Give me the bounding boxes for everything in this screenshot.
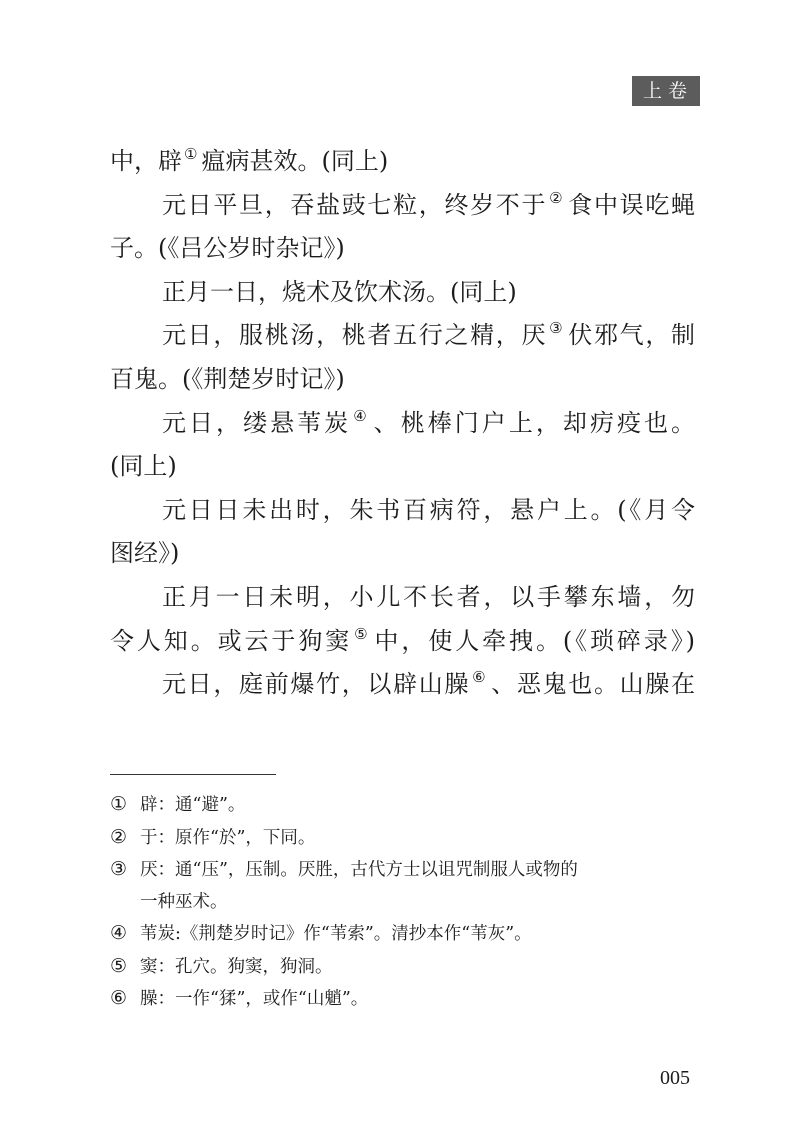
footnote-separator bbox=[110, 774, 276, 775]
text-segment: 元日，庭前爆竹，以辟山臊 bbox=[162, 670, 471, 699]
text-segment: 令人知。或云于狗窦 bbox=[110, 626, 353, 655]
footnote-text: 窦：孔穴。狗窦，狗洞。 bbox=[140, 956, 333, 977]
footnote-marker: ② bbox=[549, 188, 563, 207]
footnote-text: 辟：通“避”。 bbox=[140, 795, 246, 815]
text-line: (同上) bbox=[110, 452, 177, 481]
text-line bbox=[110, 402, 695, 446]
footnote-item bbox=[110, 951, 695, 984]
footnote-item bbox=[110, 789, 695, 822]
text-line: 元日日未出时，朱书百病符，悬户上。(《月令 bbox=[162, 495, 695, 524]
text-segment: 食中误吃蝇 bbox=[566, 190, 696, 219]
footnote-item bbox=[110, 918, 695, 951]
text-line: 正月一日未明，小儿不长者，以手攀东墙，勿 bbox=[162, 582, 695, 611]
text-line: 百鬼。(《荆楚岁时记》) bbox=[110, 364, 345, 393]
footnote-number: ⑥ bbox=[110, 987, 128, 1009]
footnote-text: 臊：一作“猱”，或作“山魈”。 bbox=[140, 989, 369, 1009]
footnote-marker: ⑤ bbox=[354, 624, 368, 643]
footnote-text: 苇炭:《荆楚岁时记》作“苇索”。清抄本作“苇灰”。 bbox=[140, 924, 532, 944]
footnote-continuation: 一种巫术。 bbox=[140, 891, 228, 912]
volume-tag: 上卷 bbox=[632, 76, 700, 106]
text-segment: 伏邪气，制 bbox=[566, 321, 696, 350]
text-segment: 中，使人牵拽。(《琐碎录》) bbox=[371, 626, 696, 655]
text-line bbox=[110, 314, 695, 358]
footnotes bbox=[110, 789, 695, 1016]
footnote-marker: ① bbox=[184, 145, 198, 163]
footnote-item bbox=[110, 822, 695, 855]
text-segment: 中，辟 bbox=[110, 147, 182, 175]
page-number: 005 bbox=[660, 1067, 690, 1089]
footnote-item bbox=[110, 983, 695, 1016]
text-line bbox=[110, 620, 695, 664]
text-line: 图经》) bbox=[110, 539, 180, 568]
footnote-item bbox=[110, 854, 695, 887]
text-segment: 瘟病甚效。(同上) bbox=[201, 147, 389, 175]
footnote-number: ① bbox=[110, 793, 128, 815]
footnote-marker: ④ bbox=[353, 406, 367, 425]
main-text bbox=[110, 140, 695, 707]
text-segment: 元日，服桃汤，桃者五行之精，厌 bbox=[162, 321, 548, 350]
footnote-number: ⑤ bbox=[110, 954, 128, 977]
text-segment: 元日平旦，吞盐豉七粒，终岁不于 bbox=[162, 190, 548, 219]
text-line: 正月一日，烧术及饮术汤。(同上) bbox=[162, 277, 517, 306]
footnote-number: ④ bbox=[110, 922, 128, 944]
text-line bbox=[110, 663, 695, 707]
footnote-text: 厌：通“压”，压制。厌胜，古代方士以诅咒制服人或物的 bbox=[140, 860, 578, 880]
footnote-text: 于：原作“於”，下同。 bbox=[140, 827, 316, 848]
footnote-number: ② bbox=[110, 825, 128, 848]
text-line bbox=[110, 184, 695, 228]
text-segment: 元日，缕悬苇炭 bbox=[162, 408, 352, 437]
footnote-marker: ③ bbox=[549, 319, 563, 338]
text-line: 子。(《吕公岁时杂记》) bbox=[110, 234, 345, 263]
text-segment: 、桃棒门户上，却疠疫也。 bbox=[370, 408, 696, 437]
footnote-marker: ⑥ bbox=[472, 668, 486, 687]
footnote-number: ③ bbox=[110, 858, 128, 880]
text-line bbox=[110, 140, 695, 184]
text-segment: 、恶鬼也。山臊在 bbox=[489, 670, 696, 699]
